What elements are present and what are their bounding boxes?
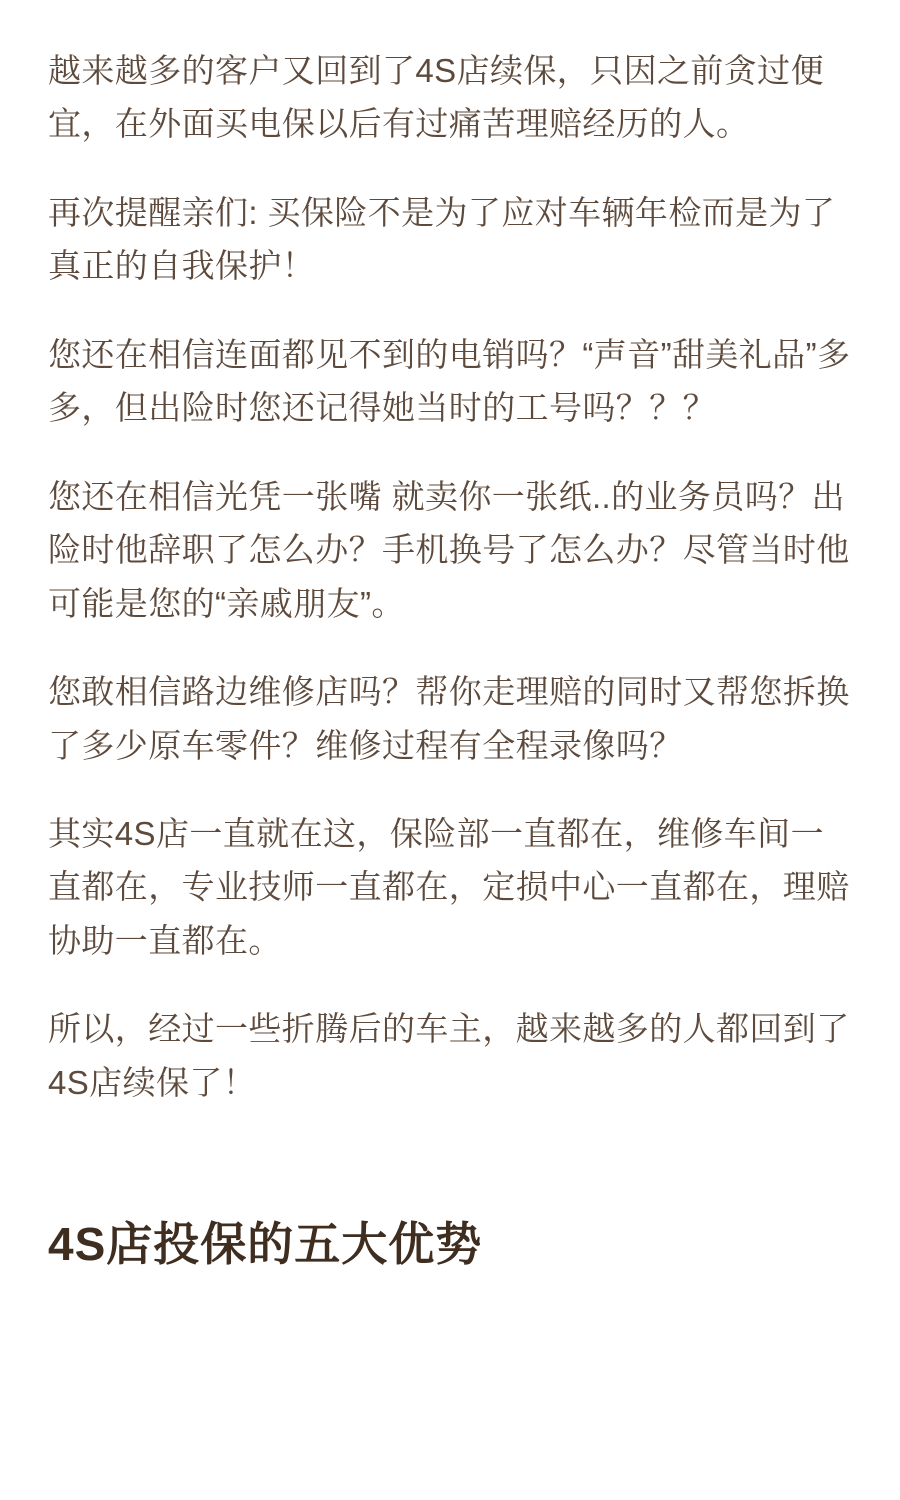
paragraph-5: 您敢相信路边维修店吗？帮你走理赔的同时又帮您拆换了多少原车零件？维修过程有全程录像吗？ [48, 673, 850, 764]
paragraph-2: 再次提醒亲们: 买保险不是为了应对车辆年检而是为了真正的自我保护！ [48, 193, 836, 285]
section-heading: 4S店投保的五大优势 [48, 1218, 483, 1271]
article-body [48, 44, 852, 1275]
paragraph-3: 您还在相信连面都见不到的电销吗？“声音”甜美礼品”多多，但出险时您还记得她当时的工号吗？？？ [48, 335, 851, 427]
section-spacer [48, 1109, 852, 1205]
paragraph-7: 所以，经过一些折腾后的车主，越来越多的人都回到了4S店续保了！ [48, 1010, 850, 1101]
paragraph-4: 您还在相信光凭一张嘴 就卖你一张纸..的业务员吗？出险时他辞职了怎么办？手机换号了怎么办？尽管当时他可能是您的“亲戚朋友”。 [48, 477, 850, 622]
paragraph-6: 其实4S店一直就在这，保险部一直都在，维修车间一直都在，专业技师一直都在，定损中心一直都在，理赔协助一直都在。 [48, 814, 850, 959]
paragraph-1: 越来越多的客户又回到了4S店续保，只因之前贪过便宜，在外面买电保以后有过痛苦理赔经历的人。 [48, 52, 824, 143]
